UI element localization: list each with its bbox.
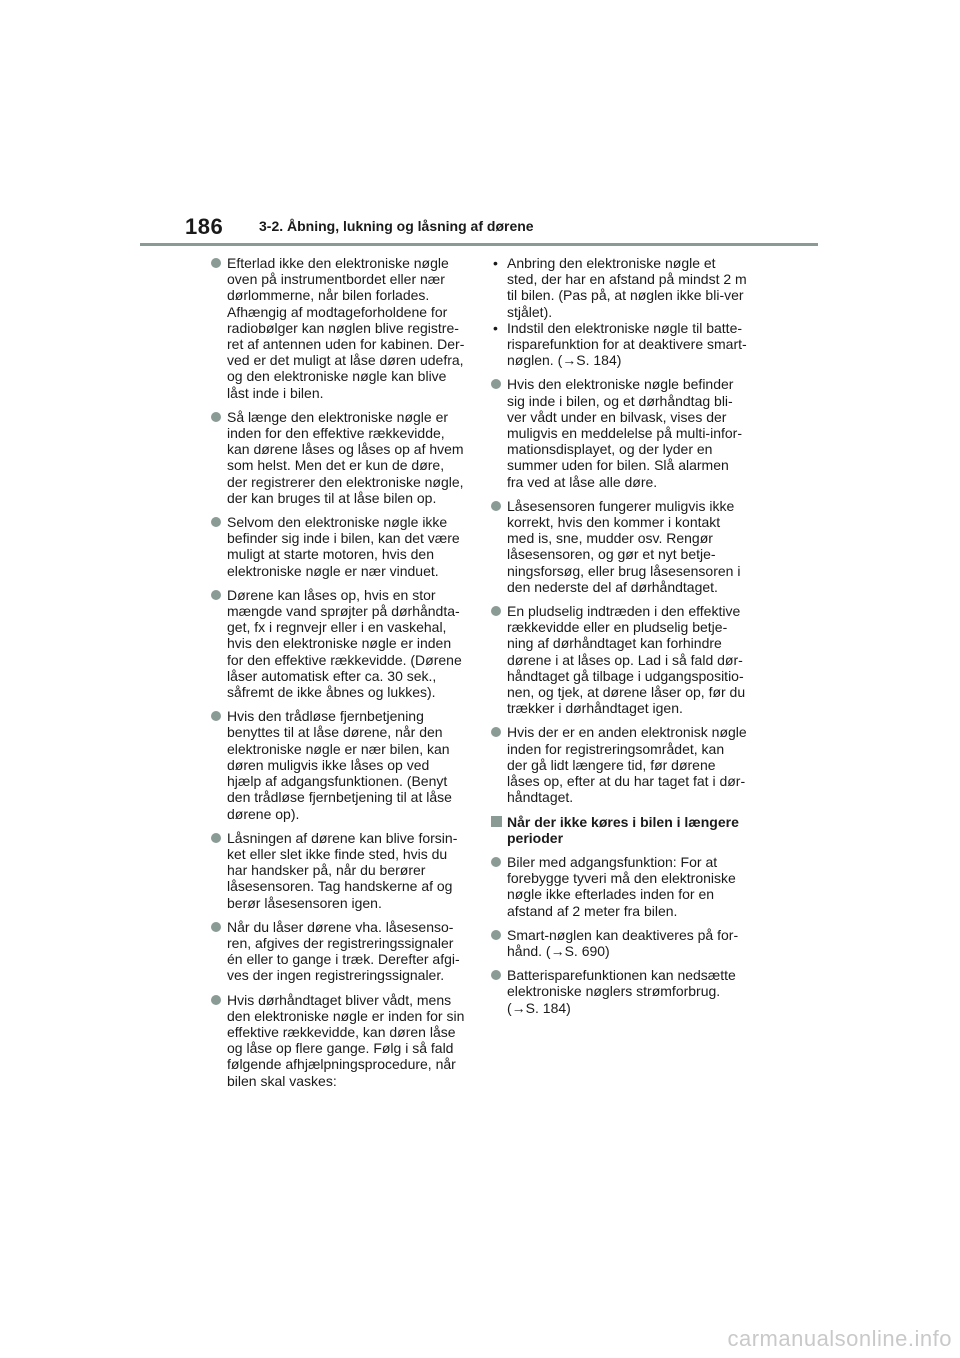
item-text: Efterlad ikke den elektroniske nøgle oven på instrumentbordet eller nær dørlommerne, når bilen forlades. Afhængig af modtageforholdene for radiobølger kan nøglen blive registre-ret af antennen uden for kabinen. Der-ved er det muligt at låse døren udefra, og den elektroniske nøgle kan blive låst inde i bilen. [227, 255, 465, 401]
list-item [211, 409, 467, 506]
item-text: Når du låser dørene vha. låsesenso-ren, afgives der registreringssignaler én eller to gange i træk. Derefter afgi-ves der ingen registreringssignaler. [227, 918, 460, 984]
list-item [491, 927, 747, 959]
list-item [211, 830, 467, 911]
item-text: Hvis dørhåndtaget bliver vådt, mens den elektroniske nøgle er inden for sin effektive rækkevidde, kan døren låse og låse op flere gange. Følg i så fald følgende afhjælpningsprocedure, når bilen skal vaskes: [227, 991, 465, 1089]
item-text: Hvis den elektroniske nøgle befinder sig inde i bilen, og et dørhåndtag bli-ver vådt under en bilvask, vises der muligvis en meddelelse på multi-infor-mationsdisplayet, og der lyder en summer uden for bilen. Slå alarmen fra ved at låse alle døre. [507, 376, 742, 490]
list-item [491, 603, 747, 716]
bullet-dot-icon [211, 833, 221, 843]
item-text: Låsningen af dørene kan blive forsin-ket eller slet ikke finde sted, hvis du har handsker på, når du berører låsesensoren. Tag handskerne af og berør låsesensoren igen. [227, 829, 458, 911]
item-text: Låsesensoren fungerer muligvis ikke korrekt, hvis den kommer i kontakt med is, sne, mudder osv. Rengør låsesensoren, og gør et nyt betje-ningsforsøg, eller brug låsesensoren i den nederste del af dørhåndtaget. [507, 497, 741, 595]
list-item [491, 967, 747, 1016]
item-text: Selvom den elektroniske nøgle ikke befinder sig inde i bilen, kan det være muligt at starte motoren, hvis den elektroniske nøgle er nær vinduet. [227, 514, 460, 579]
item-text: Smart-nøglen kan deaktiveres på for-hånd. (→S. 690) [507, 926, 739, 959]
sub-item [491, 255, 747, 320]
subsection-heading [491, 814, 747, 846]
section-title: 3-2. Åbning, lukning og låsning af dørene [259, 218, 534, 234]
list-item [211, 255, 467, 401]
item-text: Biler med adgangsfunktion: For at forebygge tyveri må den elektroniske nøgle ikke efterlades inden for en afstand af 2 meter fra bilen. [507, 853, 736, 919]
list-item [211, 919, 467, 984]
bullet-dot-icon [491, 501, 501, 511]
item-text: Batterisparefunktionen kan nedsætte elektroniske nøglers strømforbrug. (→S. 184) [507, 967, 736, 1016]
bullet-dot-icon [211, 517, 221, 527]
bullet-dot-icon [211, 711, 221, 721]
bullet-dot-icon [211, 412, 221, 422]
bullet-dot-icon [491, 606, 501, 616]
left-column [211, 255, 467, 1097]
list-item [491, 498, 747, 595]
bullet-dot-icon [491, 970, 501, 980]
bullet-dot-icon [491, 727, 501, 737]
list-item [491, 724, 747, 805]
item-text: Så længe den elektroniske nøgle er inden for den effektive rækkevidde, kan dørene låses og låses op af hvem som helst. Men det er kun de døre, der registrerer den elektroniske nøgle, der kan bruges til at låse bilen op. [227, 408, 464, 506]
bullet-dot-icon [491, 857, 501, 867]
bullet-dot-icon [211, 590, 221, 600]
page-number: 186 [185, 214, 224, 239]
item-text: Hvis der er en anden elektronisk nøgle inden for registreringsområdet, kan der gå lidt længere tid, før dørene låses op, efter at du har taget fat i dør-håndtaget. [507, 724, 747, 806]
item-text: Hvis den trådløse fjernbetjening benyttes til at låse dørene, når den elektroniske nøgle er nær bilen, kan døren muligvis ikke låses op ved hjælp af adgangsfunktionen. (Benyt den trådløse fjernbetjening til at låse dørene op). [227, 708, 452, 822]
list-item [491, 376, 747, 489]
item-text: Dørene kan låses op, hvis en stor mængde vand sprøjter på dørhåndta-get, fx i regnvejr eller i en vaskehal, hvis den elektroniske nøgle er inden for den effektive rækkevidde. (Dørene låser automatisk efter ca. 30 sek., såfremt de ikke åbnes og lukkes). [227, 586, 462, 701]
watermark: carmanualsonline.info [727, 1326, 952, 1351]
item-text: En pludselig indtræden i den effektive rækkevidde eller en pludselig betje-ning af dørhåndtaget kan forhindre dørene i at låses op. Lad i så fald dør-håndtaget gå tilbage i udgangspositio-nen, og tjek, at dørene låser op, før du trækker i dørhåndtaget igen. [507, 603, 746, 717]
list-item [491, 854, 747, 919]
sub-item-text: Anbring den elektroniske nøgle et sted, der har en afstand på mindst 2 m til bilen. (Pas på, at nøglen ikke bli-ver stjålet). [507, 255, 747, 320]
list-item [211, 514, 467, 579]
list-item [211, 992, 467, 1089]
bullet-dot-icon [211, 922, 221, 932]
right-column [491, 255, 747, 1024]
sub-bullet: • [493, 255, 498, 271]
sub-item [491, 320, 747, 369]
sub-item-text: Indstil den elektroniske nøgle til batte-risparefunktion for at deaktivere smart-nøglen. (→S. 184) [507, 319, 747, 369]
bullet-dot-icon [491, 379, 501, 389]
bullet-dot-icon [491, 930, 501, 940]
bullet-dot-icon [211, 258, 221, 268]
sub-bullet: • [493, 319, 498, 336]
header-rule [140, 243, 818, 246]
sub-list [491, 255, 747, 368]
list-item [211, 587, 467, 700]
heading-square-icon [491, 816, 502, 827]
bullet-dot-icon [211, 995, 221, 1005]
heading-text: Når der ikke køres i bilen i længere perioder [507, 813, 739, 846]
list-item [211, 708, 467, 821]
